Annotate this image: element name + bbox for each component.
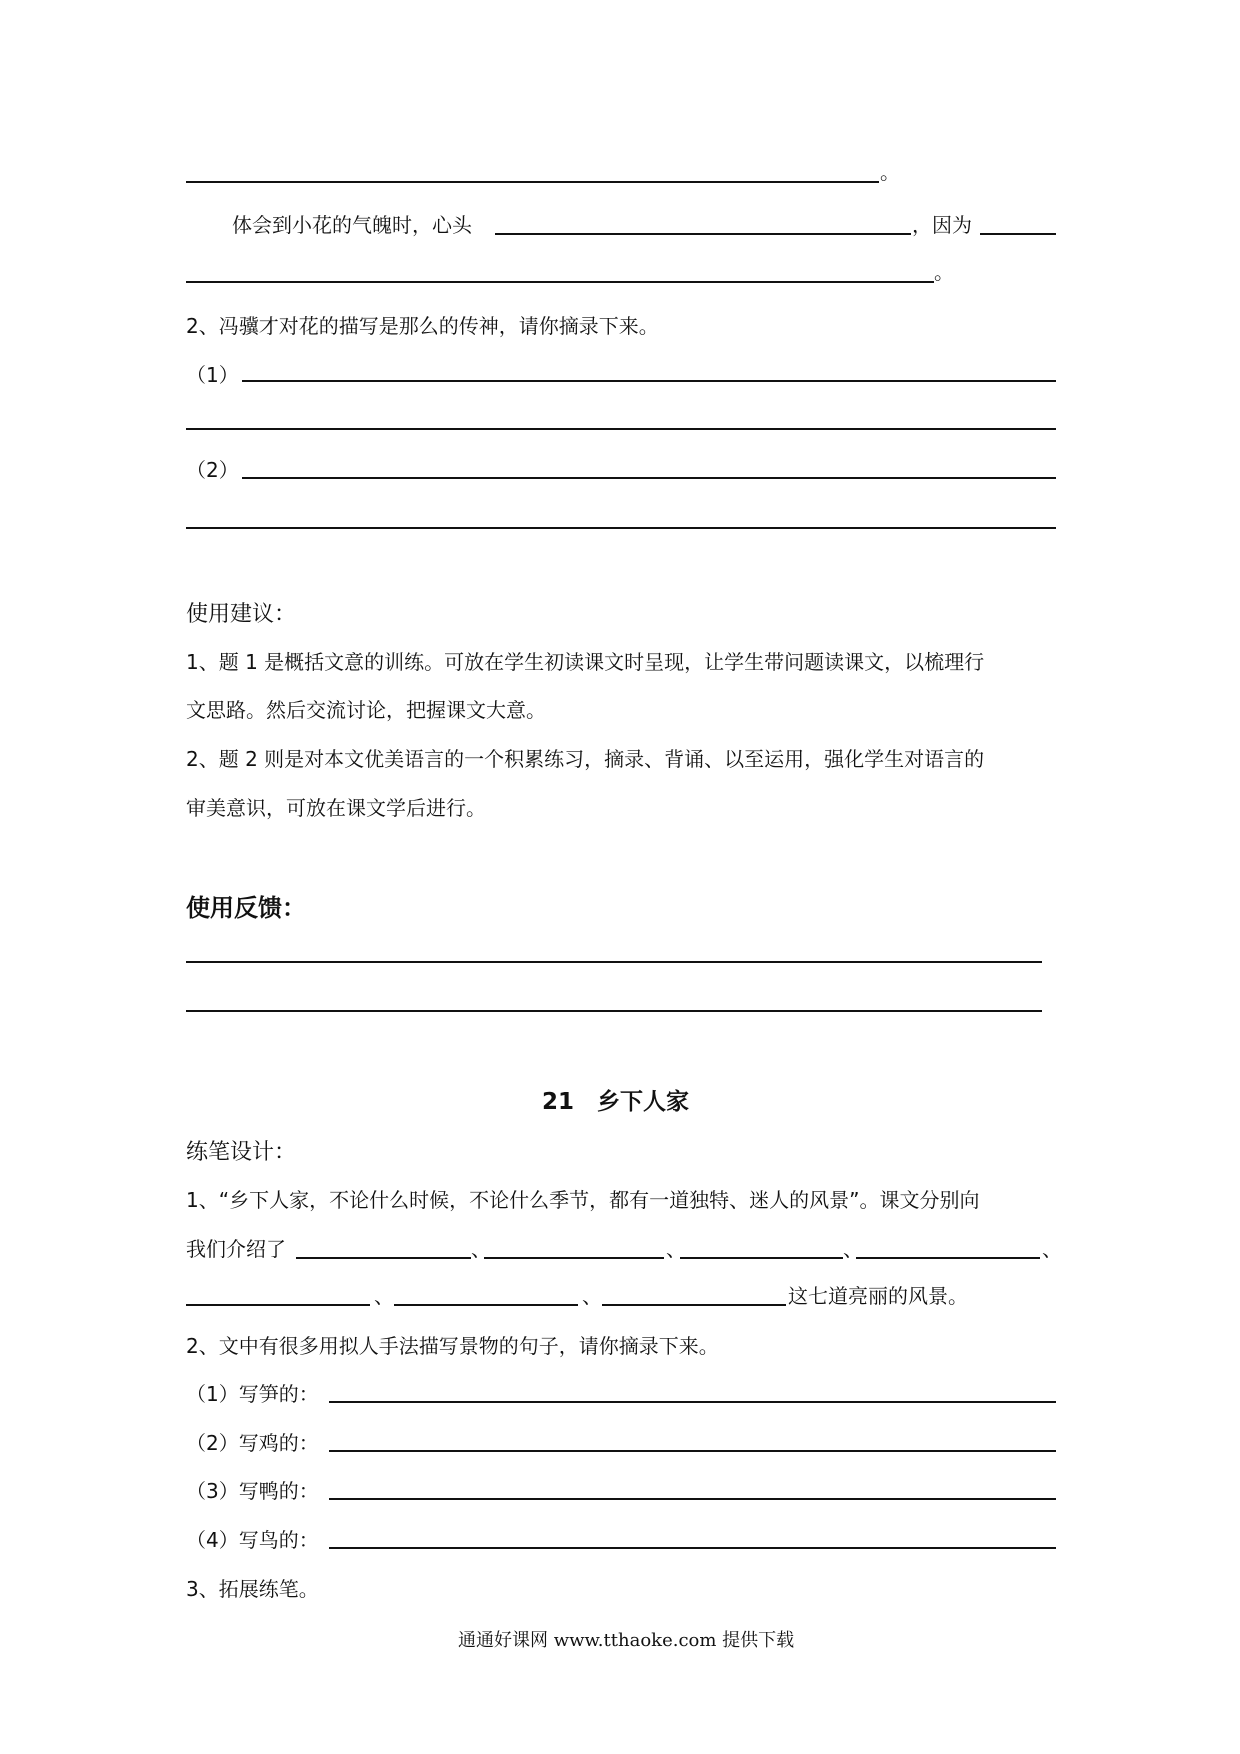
answer-blank[interactable] [296,1257,471,1259]
question-text: 3、拓展练笔。 [186,1577,319,1601]
answer-blank[interactable] [186,1304,370,1306]
page-footer: 通通好课网 www.tthaoke.com 提供下载 [458,1630,795,1651]
answer-blank[interactable] [495,233,911,235]
question-text: 这七道亮丽的风景。 [788,1284,968,1308]
answer-blank[interactable] [242,477,1056,479]
excerpt-label: （1）写笋的： [186,1382,319,1406]
comma-mark: 、 [374,1284,394,1308]
end-mark [880,152,900,192]
comma-mark: 、 [471,1237,491,1261]
feedback-line[interactable] [186,961,1042,963]
question-text: 2、冯骥才对花的描写是那么的传神，请你摘录下来。 [186,314,659,338]
lesson-subheading: 练笔设计： [186,1140,297,1165]
item-2-label: （2） [186,458,239,482]
feedback-heading: 使用反馈： [186,894,306,922]
period-mark: 。 [934,260,954,284]
answer-blank[interactable] [484,1257,664,1259]
paragraph-line [186,642,984,682]
question-2-text [186,1326,719,1366]
comma-mark: 、 [843,1237,863,1261]
excerpt-label: （4）写鸟的： [186,1528,319,1552]
question-3-text [186,1569,319,1609]
comma-mark: 、 [666,1237,686,1261]
separator [582,1276,602,1316]
suggestions-heading: 使用建议： [186,602,297,627]
comma-mark: 、 [1042,1237,1062,1261]
paragraph-text: 文思路。然后交流讨论，把握课文大意。 [186,698,546,722]
paragraph-line [186,788,486,828]
answer-blank[interactable] [394,1304,578,1306]
answer-blank[interactable] [186,527,1056,529]
question-text: 1、“乡下人家，不论什么时候，不论什么季节，都有一道独特、迷人的风景”。课文分别向 [186,1188,980,1212]
separator [374,1276,394,1316]
sentence-start-text: 体会到小花的气魄时，心头 [232,213,472,237]
sentence-row [232,205,472,245]
paragraph-line [186,690,546,730]
answer-blank[interactable] [329,1498,1056,1500]
period-mark: 。 [880,160,900,184]
answer-blank[interactable] [186,281,934,283]
paragraph-line [186,739,984,779]
sentence-mid [912,205,972,245]
excerpt-item [186,1374,319,1414]
answer-blank[interactable] [602,1304,786,1306]
item-1-label: （1） [186,363,239,387]
paragraph-text: 1、题 1 是概括文意的训练。可放在学生初读课文时呈现，让学生带问题读课文，以梳理行 [186,650,985,674]
answer-blank[interactable] [242,380,1056,382]
question-text: 2、文中有很多用拟人手法描写景物的句子，请你摘录下来。 [186,1334,719,1358]
question-text: 我们介绍了 [186,1237,286,1261]
lesson-title: 21 乡下人家 [542,1089,690,1115]
paragraph-text: 2、题 2 则是对本文优美语言的一个积累练习，摘录、背诵、以至运用，强化学生对语言的 [186,747,985,771]
separator [1042,1229,1062,1269]
answer-blank[interactable] [186,428,1056,430]
question-1-end [788,1276,968,1316]
end-mark [934,252,954,292]
separator [666,1229,686,1269]
feedback-line[interactable] [186,1010,1042,1012]
item-label [186,355,239,395]
answer-blank[interactable] [329,1450,1056,1452]
excerpt-item [186,1520,319,1560]
sentence-mid-text: ，因为 [912,213,972,237]
paragraph-text: 审美意识，可放在课文学后进行。 [186,796,486,820]
separator [843,1229,863,1269]
question-1-line [186,1229,286,1269]
excerpt-item [186,1423,319,1463]
question-2-text [186,306,659,346]
excerpt-item [186,1471,319,1511]
answer-blank[interactable] [329,1401,1056,1403]
answer-blank[interactable] [680,1257,843,1259]
excerpt-label: （3）写鸭的： [186,1479,319,1503]
question-1-line [186,1180,979,1220]
item-label [186,450,239,490]
comma-mark: 、 [582,1284,602,1308]
excerpt-label: （2）写鸡的： [186,1431,319,1455]
separator [471,1229,491,1269]
answer-blank[interactable] [186,181,879,183]
answer-blank[interactable] [980,233,1056,235]
answer-blank[interactable] [329,1547,1056,1549]
answer-blank[interactable] [856,1257,1040,1259]
